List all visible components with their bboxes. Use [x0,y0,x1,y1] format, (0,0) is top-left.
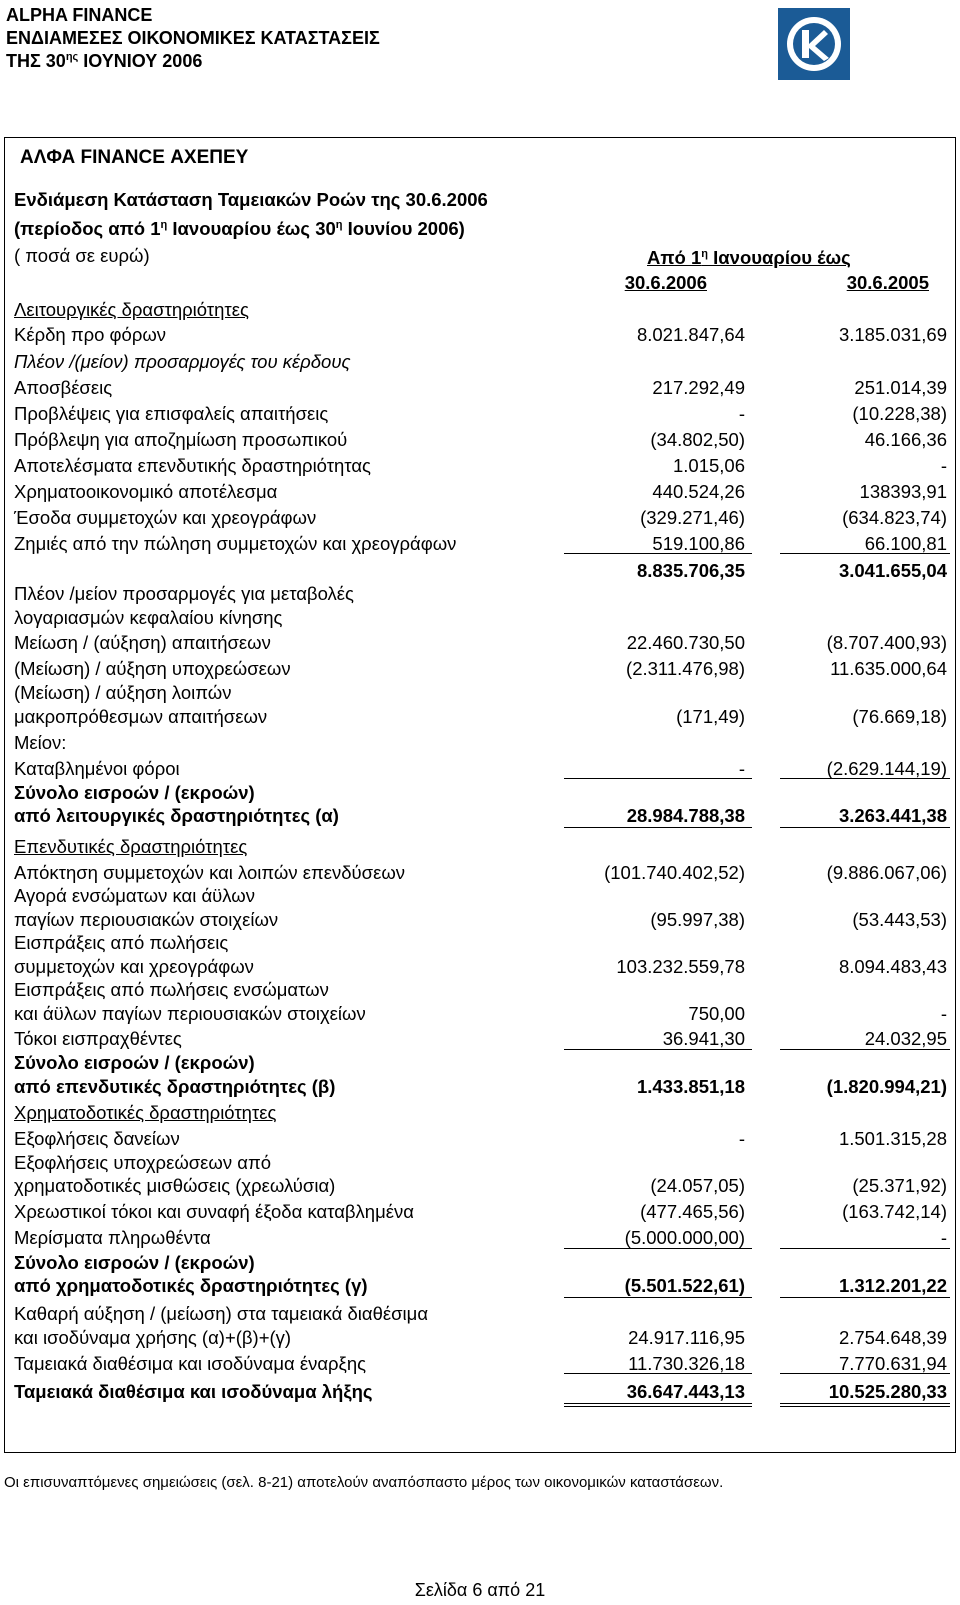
closing-balance-2005: 10.525.280,33 [828,1381,947,1402]
row-label: Σύνολο εισροών / (εκροών) [14,1252,255,1273]
row-label: (Μείωση) / αύξηση υποχρεώσεων [14,658,291,679]
row-value-2005: - [940,1003,947,1024]
row-value-2005: 8.094.483,43 [838,956,947,977]
row-value-2006: 8.021.847,64 [636,324,745,345]
total-value-2005: 1.312.201,22 [838,1275,947,1296]
subtotal-rule [564,1049,752,1050]
row-value-2006: 103.232.559,78 [616,956,745,977]
row-label: χρηματοδοτικές μισθώσεις (χρεωλύσια) [14,1175,336,1196]
row-value-2005: (25.371,92) [852,1175,947,1196]
total-label: από λειτουργικές δραστηριότητες (α) [14,805,339,826]
row-label: Αγορά ενσώματων και άϋλων [14,885,255,906]
row-label: Έσοδα συμμετοχών και χρεογράφων [14,507,317,528]
row-value-2005: (9.886.067,06) [826,862,947,883]
operating-heading: Λειτουργικές δραστηριότητες [14,299,249,320]
row-label: Χρηματοοικονομικό αποτέλεσμα [14,481,278,502]
subtotal-rule [780,778,950,779]
row-label: Εξοφλήσεις δανείων [14,1128,180,1149]
row-value-2005: 3.185.031,69 [838,324,947,345]
row-value-2005: (10.228,38) [852,403,947,424]
row-label: Αποσβέσεις [14,377,113,398]
column-2005-header: 30.6.2005 [846,272,929,293]
row-value-2005: 2.754.648,39 [838,1327,947,1348]
row-label: Σύνολο εισροών / (εκροών) [14,782,255,803]
row-label: Χρεωστικοί τόκοι και συναφή έξοδα καταβλημένα [14,1201,414,1222]
amounts-note: ( ποσά σε ευρώ) [14,245,150,266]
row-value-2005: 46.166,36 [864,429,947,450]
column-2006-header: 30.6.2006 [624,272,707,293]
header-company: ALPHA FINANCE [6,5,153,25]
column-group-header: Από $1^\eta$ Ιανουαρίου έως [647,247,851,268]
row-value-2006: 217.292,49 [652,377,745,398]
row-value-2005: (163.742,14) [842,1201,947,1222]
document-header [6,4,380,73]
row-value-2006: 11.730.326,18 [628,1353,745,1374]
total-rule [564,1297,752,1298]
row-value-2006: (329.271,46) [640,507,745,528]
total-rule [564,827,752,828]
row-label: Σύνολο εισροών / (εκροών) [14,1052,255,1073]
row-label: Τόκοι εισπραχθέντες [14,1028,182,1049]
closing-balance-2006: 36.647.443,13 [626,1381,745,1402]
alpha-bank-logo [778,8,850,80]
company-name: ΑΛΦΑ FINANCE ΑΧΕΠΕΥ [20,147,249,168]
subtotal-rule [780,1248,950,1249]
row-label: Εισπράξεις από πωλήσεις [14,932,229,953]
subtotal-rule [564,1248,752,1249]
row-value-2006: 36.941,30 [662,1028,745,1049]
row-value-2005: (76.669,18) [852,706,947,727]
row-value-2006: 750,00 [688,1003,745,1024]
statement-period: (περίοδος από $1^\eta$ Ιανουαρίου έως $30^\eta$ Ιουνίου 2006) [14,218,465,239]
row-label: Κέρδη προ φόρων [14,324,167,345]
row-value-2006: 440.524,26 [652,481,745,502]
row-value-2006: (24.057,05) [650,1175,745,1196]
row-value-2006: 519.100,86 [652,533,745,554]
row-label: Ταμειακά διαθέσιμα και ισοδύναμα έναρξης [14,1353,367,1374]
row-value-2005: 138393,91 [859,481,947,502]
double-rule [564,1403,752,1404]
total-value-2005: 3.263.441,38 [838,805,947,826]
row-value-2006: 1.015,06 [672,455,745,476]
row-label: και άϋλων παγίων περιουσιακών στοιχείων [14,1003,366,1024]
row-label: Μείον: [14,732,67,753]
row-value-2006: (2.311.476,98) [626,658,745,679]
row-value-2005: 251.014,39 [854,377,947,398]
subtotal-rule [780,1049,950,1050]
row-label: Αποτελέσματα επενδυτικής δραστηριότητας [14,455,371,476]
row-value-2005: 1.501.315,28 [838,1128,947,1149]
header-title: ΕΝΔΙΑΜΕΣΕΣ ΟΙΚΟΝΟΜΙΚΕΣ ΚΑΤΑΣΤΑΣΕΙΣ [6,28,380,48]
row-value-2006: 24.917.116,95 [628,1327,745,1348]
subtotal-rule [564,553,752,554]
row-label: παγίων περιουσιακών στοιχείων [14,909,279,930]
row-label: και ισοδύναμα χρήσης (α)+(β)+(γ) [14,1327,292,1348]
row-value-2006: (101.740.402,52) [604,862,745,883]
total-value-2006: (5.501.522,61) [624,1275,745,1296]
double-rule [780,1403,950,1404]
row-label: Πλέον /(μείον) προσαρμογές του κέρδους [14,351,351,372]
statement-title: Ενδιάμεση Κατάσταση Ταμειακών Ροών της 30.6.2006 [14,189,488,210]
total-label: από χρηματοδοτικές δραστηριότητες (γ) [14,1275,368,1296]
row-value-2006: 22.460.730,50 [626,632,745,653]
investing-heading: Επενδυτικές δραστηριότητες [14,836,248,857]
row-label: μακροπρόθεσμων απαιτήσεων [14,706,268,727]
row-value-2006: (5.000.000,00) [624,1227,745,1248]
total-value-2006: 28.984.788,38 [626,805,745,826]
row-label: Προβλέψεις για επισφαλείς απαιτήσεις [14,403,329,424]
total-label: από επενδυτικές δραστηριότητες (β) [14,1076,336,1097]
row-value-2006: (477.465,56) [640,1201,745,1222]
header-date: ΤΗΣ $30^{\eta\varsigma}$ ΙΟΥΝΙΟΥ 2006 [6,51,203,71]
row-label: Ζημιές από την πώληση συμμετοχών και χρεογράφων [14,533,457,554]
row-value-2005: (53.443,53) [852,909,947,930]
row-label: Εξοφλήσεις υποχρεώσεων από [14,1152,272,1173]
row-value-2005: 66.100,81 [864,533,947,554]
row-label: λογαριασμών κεφαλαίου κίνησης [14,607,283,628]
row-label: Καταβλημένοι φόροι [14,758,180,779]
subtotal-value-2006: 8.835.706,35 [636,560,745,581]
row-label: Μείωση / (αύξηση) απαιτήσεων [14,632,271,653]
row-value-2005: (634.823,74) [842,507,947,528]
total-rule [780,827,950,828]
row-value-2005: - [940,455,947,476]
row-value-2006: (171,49) [676,706,745,727]
row-label: Εισπράξεις από πωλήσεις ενσώματων [14,979,329,1000]
row-label: Μερίσματα πληρωθέντα [14,1227,211,1248]
double-rule [780,1406,950,1407]
subtotal-value-2005: 3.041.655,04 [838,560,947,581]
page-number: Σελίδα 6 από 21 [414,1580,546,1600]
total-value-2006: 1.433.851,18 [636,1076,745,1097]
row-value-2006: (34.802,50) [650,429,745,450]
row-value-2006: (95.997,38) [650,909,745,930]
row-value-2005: 7.770.631,94 [838,1353,947,1374]
row-label: (Μείωση) / αύξηση λοιπών [14,682,232,703]
double-rule [564,1406,752,1407]
row-value-2006: - [738,1128,745,1149]
total-rule [780,1297,950,1298]
subtotal-rule [564,778,752,779]
footnote: Οι επισυναπτόμενες σημειώσεις (σελ. 8-21) αποτελούν αναπόσπαστο μέρος των οικονομικών καταστάσεων. [4,1474,724,1491]
row-label: Πρόβλεψη για αποζημίωση προσωπικού [14,429,348,450]
subtotal-rule [564,1373,752,1374]
subtotal-rule [780,1373,950,1374]
row-label: συμμετοχών και χρεογράφων [14,956,254,977]
total-value-2005: (1.820.994,21) [826,1076,947,1097]
closing-balance-label: Ταμειακά διαθέσιμα και ισοδύναμα λήξης [14,1381,373,1402]
row-value-2005: 24.032,95 [864,1028,947,1049]
row-value-2005: - [940,1227,947,1248]
row-value-2005: (8.707.400,93) [826,632,947,653]
row-label: Πλέον /μείον προσαρμογές για μεταβολές [14,583,354,604]
subtotal-rule [780,553,950,554]
row-value-2005: 11.635.000,64 [830,658,947,679]
row-label: Καθαρή αύξηση / (μείωση) στα ταμειακά διαθέσιμα [14,1303,429,1324]
row-value-2006: - [738,758,745,779]
row-value-2005: (2.629.144,19) [826,758,947,779]
financing-heading: Χρηματοδοτικές δραστηριότητες [14,1102,277,1123]
row-value-2006: - [738,403,745,424]
row-label: Απόκτηση συμμετοχών και λοιπών επενδύσεων [14,862,406,883]
